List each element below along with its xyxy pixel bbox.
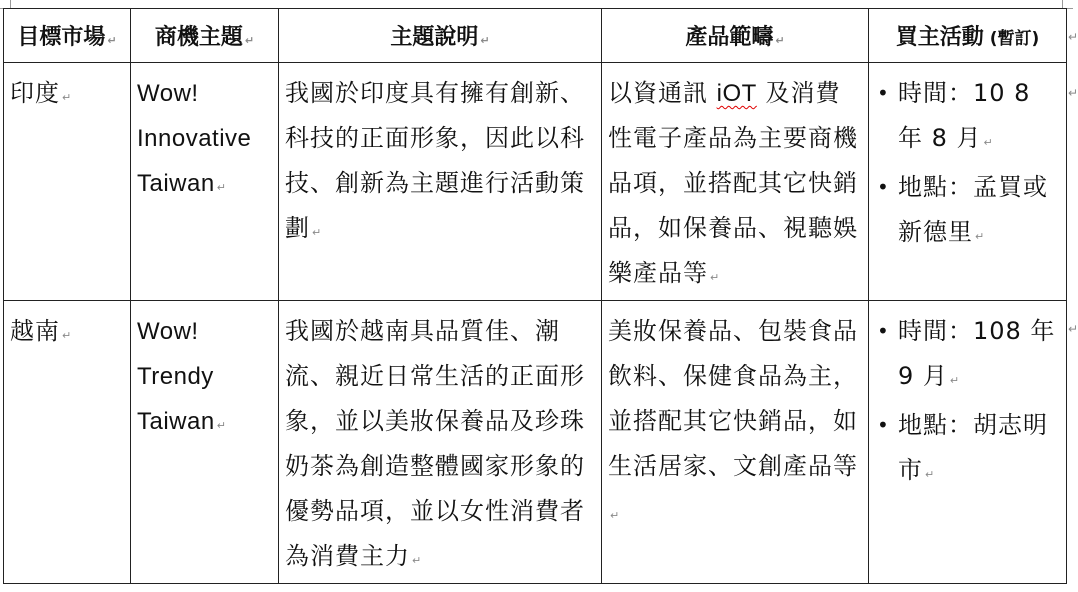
cell-theme: Wow! Innovative Taiwan ↵: [131, 63, 279, 301]
bullet-icon: •: [877, 81, 890, 105]
cell-description: 我國於越南具品質佳、潮流、親近日常生活的正面形象，並以美妝保養品及珍珠奶茶為創造整體國家形象的優勢品項，並以女性消費者為消費主力 ↵: [279, 301, 602, 584]
list-item: • 時間：10 8 年 8 月 ↵: [875, 71, 1060, 165]
bullet-icon: •: [877, 175, 890, 199]
list-item: • 時間：108 年 9 月 ↵: [875, 309, 1060, 403]
table-header-row: [4, 9, 1067, 63]
row-end-mark: ↵: [1068, 322, 1078, 336]
row-end-mark: ↵: [1068, 30, 1078, 44]
cell-market: 印度 ↵: [4, 63, 131, 301]
cell-product-scope: 以資通訊 iOT 及消費性電子產品為主要商機品項，並搭配其它快銷品，如保養品、視聽娛樂產品等 ↵: [602, 63, 869, 301]
buyer-activity-table: [3, 8, 1067, 584]
table-row: [4, 63, 1067, 301]
header-description: 主題說明 ↵: [279, 9, 602, 63]
cell-market: 越南 ↵: [4, 301, 131, 584]
cell-theme: Wow! Trendy Taiwan ↵: [131, 301, 279, 584]
header-buyer-activity: 買主活動 (暫訂): [869, 9, 1067, 63]
header-product-scope: 產品範疇 ↵: [602, 9, 869, 63]
row-end-mark: ↵: [1068, 86, 1078, 100]
table-row: [4, 301, 1067, 584]
header-theme: 商機主題 ↵: [131, 9, 279, 63]
list-item: • 地點：孟買或新德里 ↵: [875, 165, 1060, 259]
bullet-icon: •: [877, 413, 890, 437]
cell-buyer-activity: [869, 301, 1067, 584]
cell-buyer-activity: [869, 63, 1067, 301]
bullet-icon: •: [877, 319, 890, 343]
header-market: 目標市場 ↵: [4, 9, 131, 63]
spellcheck-underlined-word: iOT: [716, 80, 757, 107]
cell-product-scope: 美妝保養品、包裝食品飲料、保健食品為主，並搭配其它快銷品，如生活居家、文創產品等↵: [602, 301, 869, 584]
list-item: • 地點：胡志明市 ↵: [875, 403, 1060, 497]
cell-description: 我國於印度具有擁有創新、科技的正面形象，因此以科技、創新為主題進行活動策劃 ↵: [279, 63, 602, 301]
